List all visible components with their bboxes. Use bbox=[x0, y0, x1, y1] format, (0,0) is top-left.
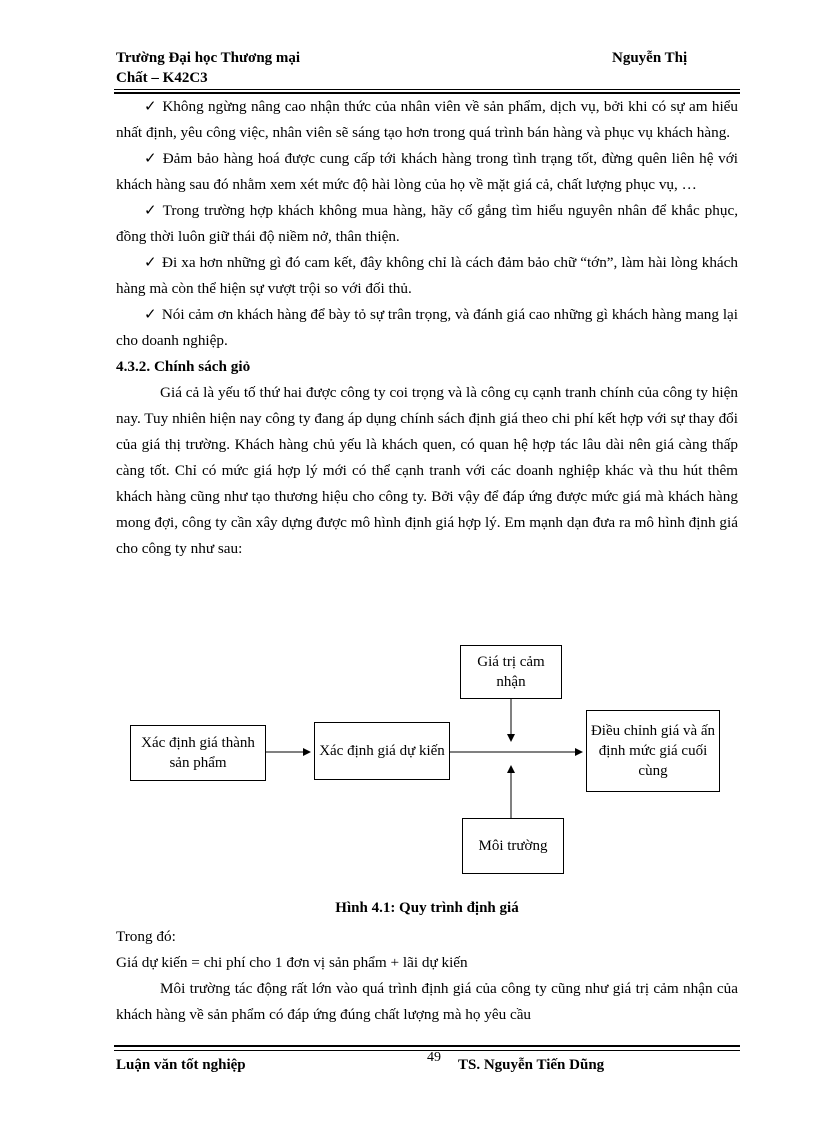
check-icon: ✓ bbox=[144, 98, 157, 115]
header-author: Nguyễn Thị bbox=[612, 50, 688, 66]
box-environment: Môi trường bbox=[462, 818, 564, 874]
bullet-text: Đảm bảo hàng hoá được cung cấp tới khách hàng trong tình trạng tốt, đừng quên liên hệ với khách hàng sau đó nhằm xem xét mức độ hài lòng của họ về mặt giá cả, chất lượng phục vụ, … bbox=[116, 150, 739, 193]
footer-rule-thick bbox=[114, 1045, 740, 1047]
check-icon: ✓ bbox=[144, 306, 157, 323]
bullet-text: Không ngừng nâng cao nhận thức của nhân viên về sản phẩm, dịch vụ, bởi khi có sự am hiểu nhất định, yêu công việc, nhân viên sẽ sáng tạo hơn trong quá trình bán hàng và phục vụ khách hàng. bbox=[116, 98, 738, 141]
header-school: Trường Đại học Thương mại bbox=[116, 50, 301, 66]
footer-left: Luận văn tốt nghiệp bbox=[116, 1057, 246, 1073]
check-icon: ✓ bbox=[144, 254, 157, 271]
box-cost: Xác định giá thành sản phẩm bbox=[130, 725, 266, 781]
box-perceived-value: Giá trị cảm nhận bbox=[460, 645, 562, 699]
footer-right: TS. Nguyễn Tiến Dũng bbox=[458, 1057, 605, 1073]
box-final-price: Điều chỉnh giá và ấn định mức giá cuối cùng bbox=[586, 710, 720, 792]
text-line: Trong đó: bbox=[116, 928, 176, 945]
formula-line: Giá dự kiến = chi phí cho 1 đơn vị sản phẩm + lãi dự kiến bbox=[116, 954, 468, 971]
page-number: 49 bbox=[427, 1050, 441, 1065]
section-paragraph: Giá cả là yếu tố thứ hai được công ty coi trọng và là công cụ cạnh tranh chính của công ty hiện nay. Tuy nhiên hiện nay công ty đang áp dụng chính sách định giá theo chi phí kết hợp với sự thay đổi của giá thị trường. Khách hàng chủ yếu là khách quen, có quan hệ hợp tác lâu dài nên giá càng thấp càng tốt. Chỉ có mức giá hợp lý mới có thể cạnh tranh với các doanh nghiệp khác và thu hút thêm khách hàng cũng như tạo thương hiệu cho công ty. Bởi vậy để đáp ứng được mức giá mà khách hàng mong đợi, công ty cần xây dựng được mô hình định giá hợp lý. Em mạnh dạn đưa ra mô hình định giá cho công ty như sau: bbox=[116, 384, 738, 557]
section-heading: 4.3.2. Chính sách giỏ bbox=[116, 358, 251, 375]
check-icon: ✓ bbox=[144, 150, 157, 167]
closing-paragraph: Môi trường tác động rất lớn vào quá trình định giá của công ty cũng như giá trị cảm nhận của khách hàng về sản phẩm có đáp ứng đúng chất lượng mà họ yêu cầu bbox=[116, 980, 738, 1023]
box-expected-price: Xác định giá dự kiến bbox=[314, 722, 450, 780]
bullet-text: Nói cảm ơn khách hàng để bày tỏ sự trân trọng, và đánh giá cao những gì khách hàng mang lại cho doanh nghiệp. bbox=[116, 306, 738, 349]
check-icon: ✓ bbox=[144, 202, 157, 219]
after-text bbox=[116, 924, 738, 1028]
bullet-text: Trong trường hợp khách không mua hàng, hãy cố gắng tìm hiểu nguyên nhân để khắc phục, đồng thời luôn giữ thái độ niềm nở, thân thiện. bbox=[116, 202, 739, 245]
bullet-text: Đi xa hơn những gì đó cam kết, đây không chỉ là cách đảm bảo chữ “tớn”, làm hài lòng khách hàng mà còn thể hiện sự vượt trội so với đối thủ. bbox=[116, 254, 738, 297]
header-author-cont: Chất – K42C3 bbox=[116, 70, 208, 86]
figure-caption: Hình 4.1: Quy trình định giá bbox=[335, 900, 519, 916]
